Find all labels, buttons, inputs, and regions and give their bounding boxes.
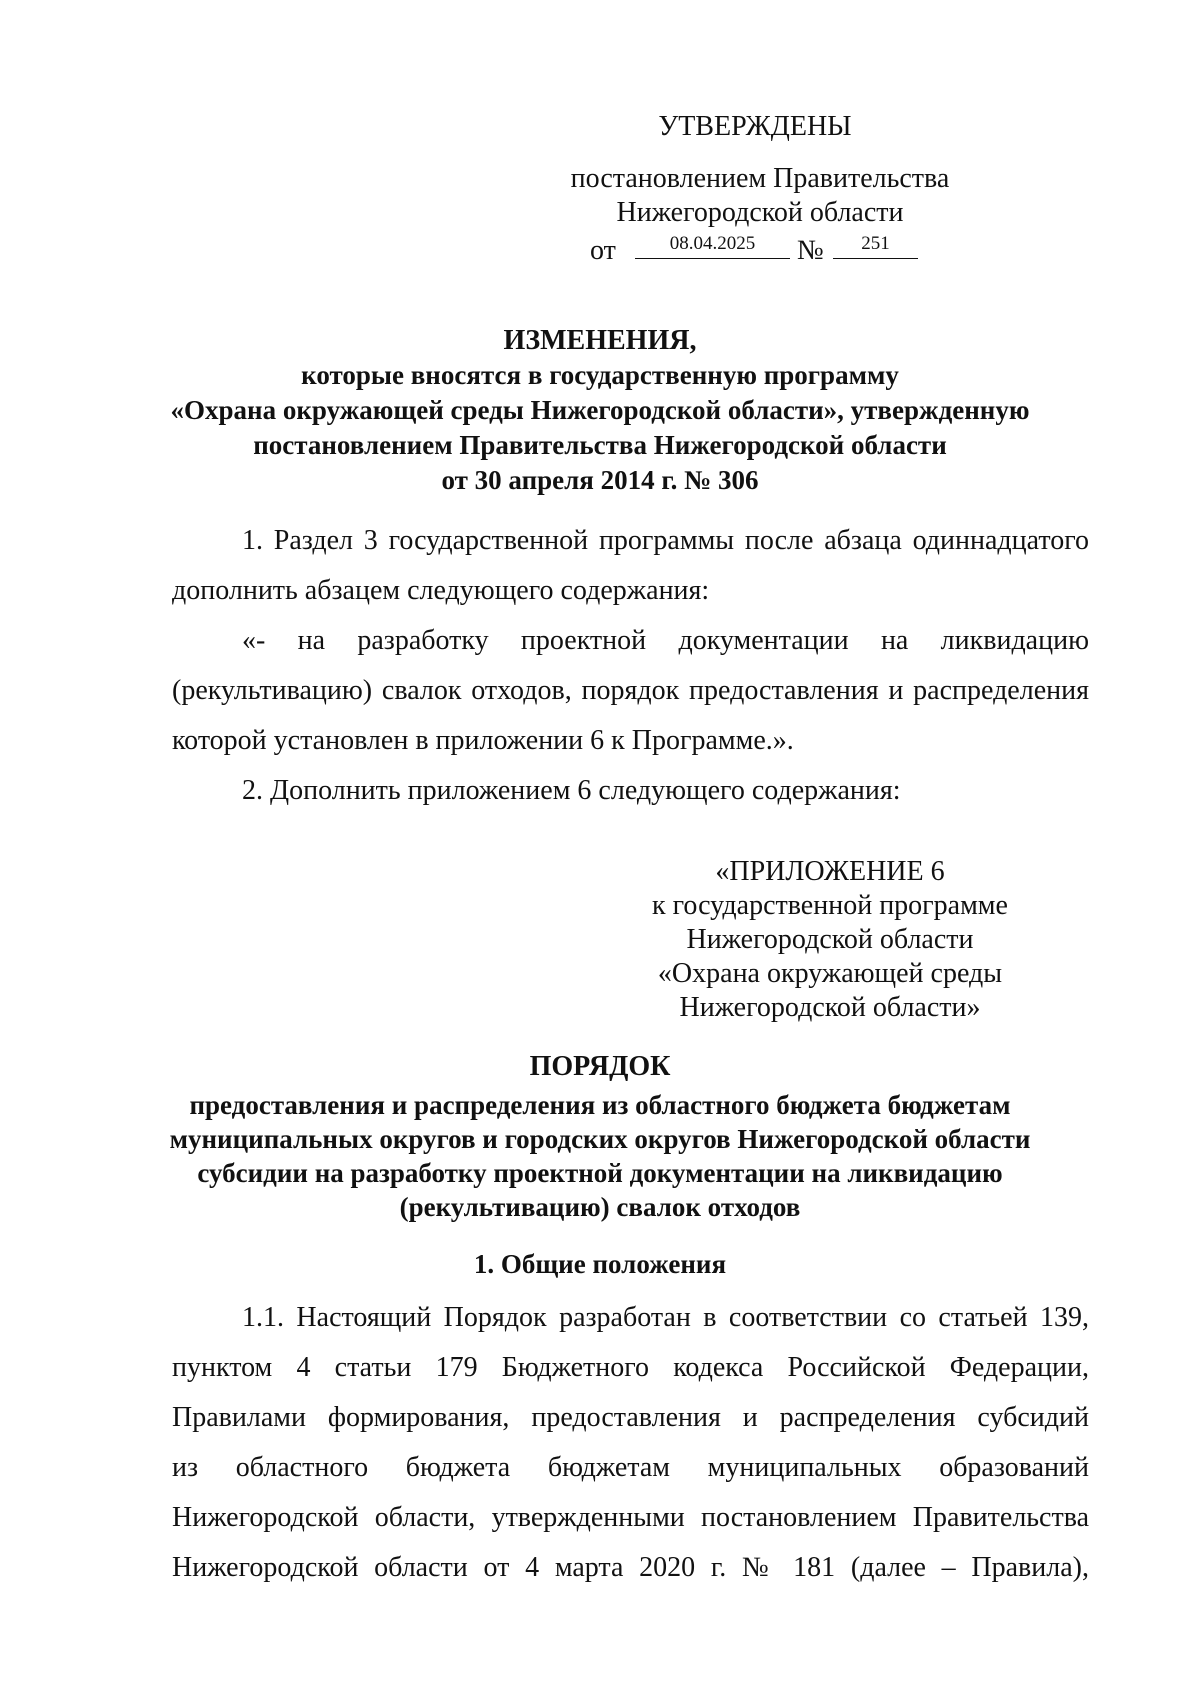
approval-date-line	[560, 230, 960, 264]
order-title-line-2: муниципальных округов и городских округов Нижегородской области	[169, 1124, 1031, 1154]
section-1-line-2: пунктом 4 статьи 179 Бюджетного кодекса Российской Федерации,	[172, 1352, 1089, 1383]
date-prefix: от	[590, 235, 616, 266]
quote-line-2: (рекультивацию) свалок отходов, порядок предоставления и распределения	[172, 675, 1089, 706]
section-1-line-3: Правилами формирования, предоставления и распределения субсидий	[172, 1402, 1089, 1433]
item-1-line-1: 1. Раздел 3 государственной программы после абзаца одиннадцатого	[242, 525, 1089, 556]
approval-number: 251	[833, 230, 918, 259]
order-title	[160, 1050, 1040, 1224]
section-1-line-4: из областного бюджета бюджетам муниципальных образований	[172, 1452, 1089, 1483]
approval-line-2: Нижегородской области	[616, 197, 904, 228]
order-title-line-4: (рекультивацию) свалок отходов	[399, 1192, 801, 1222]
quote-line-1: «- на разработку проектной документации на ликвидацию	[242, 625, 1089, 656]
appendix-line-5: Нижегородской области»	[679, 992, 981, 1023]
section-1-line-1: 1.1. Настоящий Порядок разработан в соответствии со статьей 139,	[242, 1302, 1089, 1333]
approval-stamp	[560, 110, 960, 264]
changes-title-line-4: от 30 апреля 2014 г. № 306	[441, 465, 759, 495]
changes-title-line-2: «Охрана окружающей среды Нижегородской области», утвержденную	[170, 395, 1030, 425]
section-1-line-6: Нижегородской области от 4 марта 2020 г. № 181 (далее – Правила),	[172, 1552, 1089, 1583]
approval-line-1: постановлением Правительства	[570, 163, 950, 194]
appendix-line-3: Нижегородской области	[686, 924, 974, 955]
section-1-line-5: Нижегородской области, утвержденными постановлением Правительства	[172, 1502, 1089, 1533]
quote-line-3: которой установлен в приложении 6 к Программе.».	[172, 725, 794, 756]
order-title-line-1: предоставления и распределения из областного бюджета бюджетам	[189, 1090, 1011, 1120]
changes-title-line-3: постановлением Правительства Нижегородской области	[253, 430, 947, 460]
approval-date: 08.04.2025	[635, 230, 790, 259]
number-sign: №	[797, 235, 824, 266]
approval-title: УТВЕРЖДЕНЫ	[658, 111, 852, 142]
item-1	[172, 516, 1089, 816]
changes-title-line-1: которые вносятся в государственную программу	[301, 360, 899, 390]
appendix-line-1: «ПРИЛОЖЕНИЕ 6	[715, 856, 945, 887]
section-1-heading: 1. Общие положения	[473, 1249, 727, 1279]
changes-heading: ИЗМЕНЕНИЯ,	[503, 325, 697, 356]
order-title-line-3: субсидии на разработку проектной документации на ликвидацию	[197, 1158, 1003, 1188]
changes-title	[160, 323, 1040, 498]
item-1-line-2: дополнить абзацем следующего содержания:	[172, 575, 710, 606]
section-1-body	[172, 1293, 1089, 1593]
order-heading: ПОРЯДОК	[529, 1051, 671, 1082]
appendix-stamp	[620, 855, 1040, 1025]
appendix-line-4: «Охрана окружающей среды	[657, 958, 1003, 989]
item-2: 2. Дополнить приложением 6 следующего содержания:	[242, 775, 901, 806]
appendix-line-2: к государственной программе	[652, 890, 1008, 921]
